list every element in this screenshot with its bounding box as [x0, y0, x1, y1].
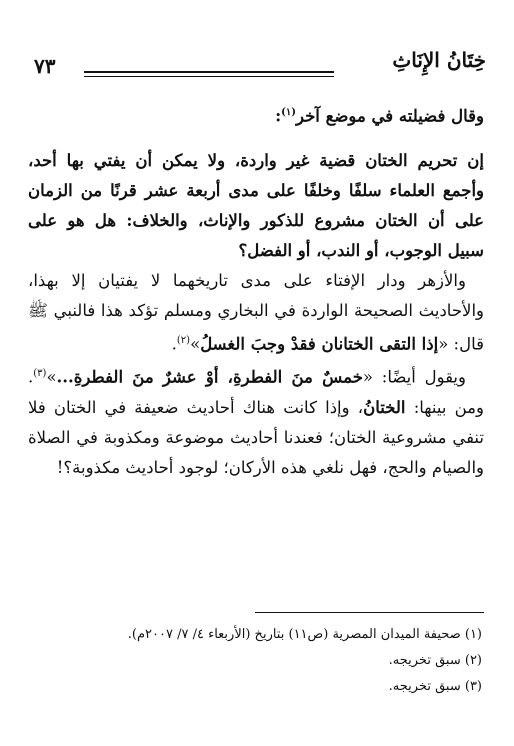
hadith-2: خمسٌ منَ الفطرةِ، أوْ عشرٌ منَ الفطرةِ... [56, 367, 363, 387]
intro-text: وقال فضيلته في موضع آخر [296, 106, 484, 126]
paragraph-2-tail: . [171, 334, 177, 353]
footnote-separator [255, 612, 484, 613]
footnote-ref-3: (٣) [33, 368, 47, 379]
footnote-2: (٢) سبق تخريجه. [388, 653, 482, 668]
hadith-1-close: » [190, 334, 201, 353]
footnote-1: (١) صحيفة الميدان المصرية (ص١١) بتاريخ (الأربعاء ٤/ ٧/ ٢٠٠٧م). [127, 627, 482, 642]
running-title: خِتَانُ الإِنَاثِ [392, 48, 486, 72]
paragraph-3-rest: ، وإذا كانت هناك أحاديث ضعيفة في الختان فلا تنفي مشروعية الختان؛ فعندنا أحاديث موضوعة ومكذوبة في الصلاة والصيام والحج، فهل نلغي هذه الأركان؛ لوجود أحاديث مكذوبة؟! [28, 397, 484, 477]
hadith-1: إذا التقى الختانان فقدْ وجبَ الغسلُ [200, 334, 439, 353]
intro-line [28, 98, 484, 132]
paragraph-2-text: والأزهر ودار الإفتاء على مدى تاريخهما لا يفتيان إلا بهذا، والأحاديث الصحيحة الواردة في البخاري ومسلم تؤكد هذا فالنبي ﷺ قال: « [28, 270, 484, 353]
paragraph-2 [28, 266, 484, 360]
paragraph-3 [28, 359, 484, 483]
footnote-ref-2: (٢) [176, 334, 191, 346]
khitan-word: الختانُ [363, 397, 406, 417]
hadith-2-close: » [46, 367, 57, 387]
footnote-ref-1: (١) [281, 107, 296, 118]
paragraph-3-lead: ويقول أيضًا: « [362, 367, 466, 387]
page-number: ٧٣ [34, 54, 56, 78]
quote-paragraph: إن تحريم الختان قضية غير واردة، ولا يمكن أن يفتي بها أحد، وأجمع العلماء سلفًا وخلفًا على مدى أربعة عشر قرنًا من الزمان على أن الختان مشروع للذكور والإناث، والخلاف: هل هو على سبيل الوجوب، أو الندب، أو الفضل؟ [28, 150, 484, 260]
page-body [28, 98, 484, 483]
intro-colon: : [275, 106, 282, 126]
footnotes [40, 622, 482, 700]
paragraph-3-mid: . ومن بينها: [28, 367, 484, 417]
header-rule [84, 71, 334, 73]
page-header [26, 50, 486, 92]
footnote-3: (٣) سبق تخريجه. [388, 679, 482, 694]
header-rule-thin [84, 76, 334, 77]
